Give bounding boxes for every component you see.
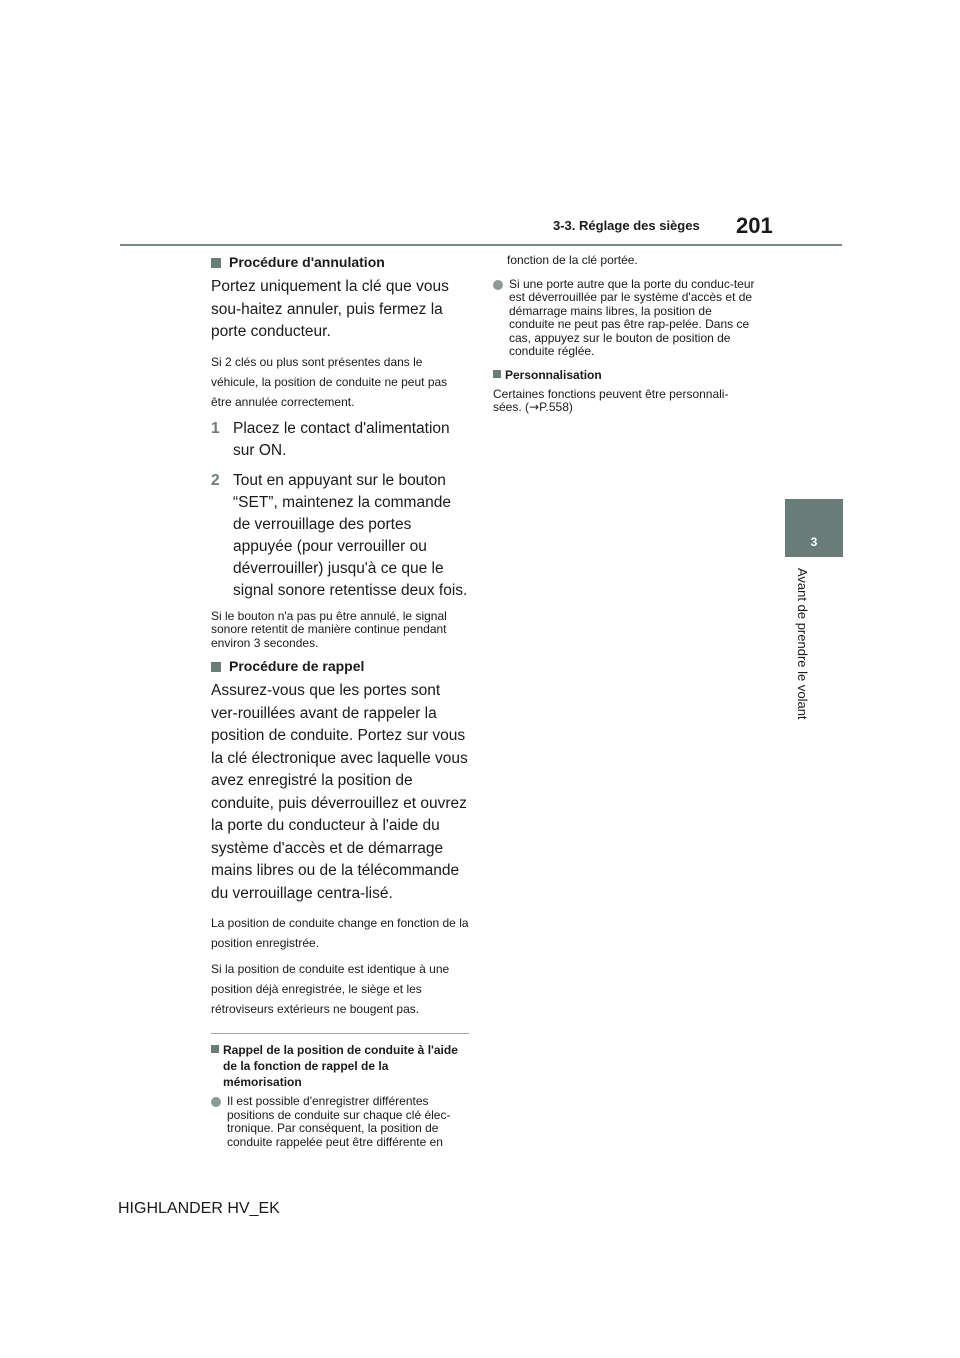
memory-heading-text: Rappel de la position de conduite à l'aide de la fonction de rappel de la mémorisation	[223, 1043, 458, 1089]
step-text: Placez le contact d'alimentation sur ON.	[233, 419, 450, 459]
memory-bullet	[211, 1095, 469, 1149]
step-text: Tout en appuyant sur le bouton “SET”, maintenez la commande de verrouillage des portes appuyée (pour verrouiller ou déverrouiller) jusqu'à ce que le signal sonore retentisse deux fois.	[233, 471, 468, 599]
recall-heading	[211, 658, 469, 675]
page-number: 201	[736, 213, 773, 238]
arrow-icon: →	[529, 400, 540, 414]
header-divider	[120, 244, 842, 246]
step-number: 1	[211, 419, 220, 437]
custom-body	[493, 388, 755, 415]
recall-heading-text: Procédure de rappel	[229, 658, 365, 674]
square-bullet-icon	[211, 1045, 219, 1053]
memory-bullet-text: Il est possible d'enregistrer différentes positions de conduite sur chaque clé élec-tronique. Par conséquent, la position de conduite rappelée peut être différente en	[227, 1094, 451, 1149]
step-1	[211, 418, 469, 462]
bullet-continuation: fonction de la clé portée.	[507, 253, 638, 267]
recall-note-2: Si la position de conduite est identique à une position déjà enregistrée, le siège et les rétroviseurs extérieurs ne bougent pas.	[211, 962, 450, 1016]
circle-bullet-icon	[493, 280, 503, 290]
recall-note-1: La position de conduite change en fonction de la position enregistrée.	[211, 916, 469, 950]
chapter-label: Avant de prendre le volant	[795, 568, 810, 720]
step-number: 2	[211, 471, 220, 489]
steps-note: Si le bouton n'a pas pu être annulé, le signal sonore retentit de manière continue pendant environ 3 secondes.	[211, 608, 447, 650]
square-bullet-icon	[493, 370, 501, 378]
chapter-number: 3	[810, 535, 818, 549]
custom-body-prefix: Certaines fonctions peuvent être personnali-sées. (	[493, 386, 729, 414]
chapter-tab	[785, 499, 843, 557]
unlock-bullet-text: Si une porte autre que la porte du conduc-teur est déverrouillée par le système d'accès et de démarrage mains libres, la position de conduite ne peut pas être rap-pelée. Dans ce cas, appuyez sur le bouton de position de conduite réglée.	[509, 276, 755, 358]
cancel-body: Portez uniquement la clé que vous sou-haitez annuler, puis fermez la porte conducteur.	[211, 278, 449, 340]
section-title: 3-3. Réglage des sièges	[553, 218, 700, 233]
memory-heading	[211, 1042, 469, 1090]
unlock-bullet	[493, 278, 755, 359]
right-column	[493, 254, 755, 415]
custom-heading-text: Personnalisation	[505, 367, 602, 382]
square-bullet-icon	[211, 662, 221, 672]
step-2	[211, 470, 469, 602]
page-reference-link[interactable]: P.558	[539, 400, 569, 414]
custom-body-suffix: )	[568, 400, 573, 414]
cancel-note: Si 2 clés ou plus sont présentes dans le véhicule, la position de conduite ne peut pas être annulée correctement.	[211, 354, 448, 409]
section-divider	[211, 1033, 469, 1034]
left-column	[211, 254, 469, 1157]
square-bullet-icon	[211, 258, 221, 268]
circle-bullet-icon	[211, 1097, 221, 1107]
custom-heading	[493, 367, 755, 383]
model-footer: HIGHLANDER HV_EK	[118, 1200, 280, 1217]
recall-body: Assurez-vous que les portes sont ver-rouillées avant de rappeler la position de conduite. Portez sur vous la clé électronique avec laquelle vous avez enregistré la position de conduite, puis déverrouillez et ouvrez la porte du conducteur à l'aide du système d'accès et de démarrage mains libres ou de la télécommande du verrouillage centra-lisé.	[211, 682, 468, 902]
cancel-heading	[211, 254, 469, 271]
cancel-heading-text: Procédure d'annulation	[229, 254, 385, 270]
